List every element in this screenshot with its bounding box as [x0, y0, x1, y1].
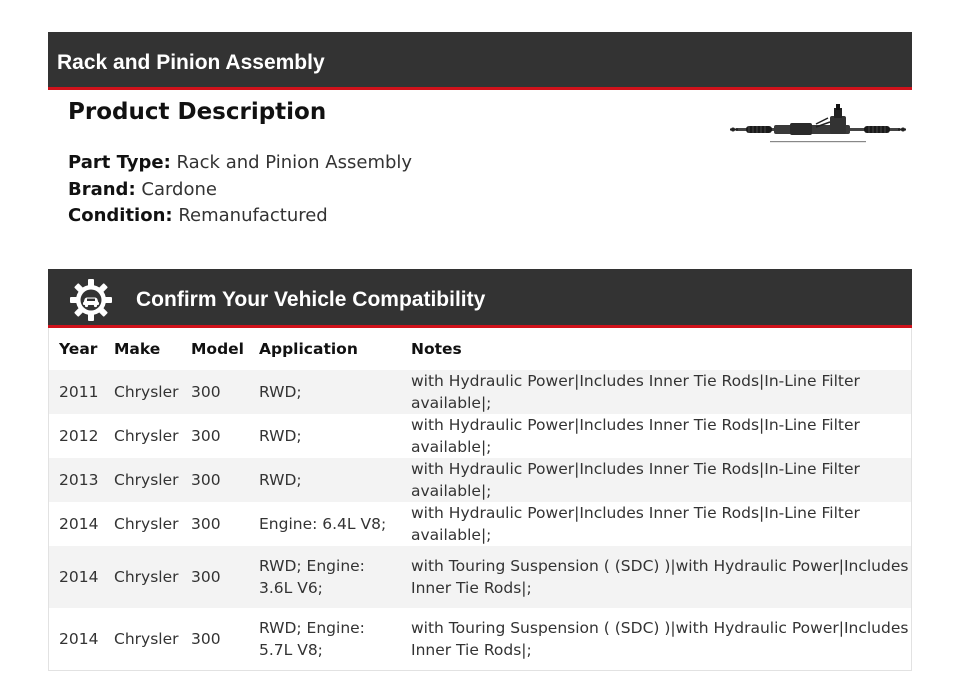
spec-label: Brand: — [68, 178, 136, 200]
cell-application: RWD; — [259, 427, 302, 445]
product-title-banner — [48, 32, 912, 90]
cell-model: 300 — [191, 471, 221, 489]
cell-model: 300 — [191, 630, 221, 648]
cell-year: 2012 — [59, 427, 99, 445]
compatibility-banner — [48, 269, 912, 328]
description-heading: Product Description — [68, 99, 327, 125]
compatibility-table — [48, 328, 912, 671]
spec-label: Part Type: — [68, 152, 171, 173]
cell-model: 300 — [191, 515, 221, 533]
spec-value: Cardone — [141, 178, 217, 200]
cell-year: 2014 — [59, 515, 99, 533]
table-row — [49, 414, 911, 458]
compatibility-title: Confirm Your Vehicle Compatibility — [136, 288, 486, 311]
rack-and-pinion-image — [730, 104, 906, 146]
cell-notes: with Hydraulic Power|Includes Inner Tie Rods|In-Line Filter available|; — [411, 416, 860, 456]
table-row — [49, 608, 911, 670]
cell-make: Chrysler — [114, 568, 179, 586]
cell-year: 2014 — [59, 568, 99, 586]
spec-list — [68, 150, 708, 230]
cell-application: RWD; — [259, 471, 302, 489]
cell-year: 2013 — [59, 471, 99, 489]
cell-make: Chrysler — [114, 427, 179, 445]
spec-value: Rack and Pinion Assembly — [176, 152, 413, 173]
cell-application: RWD; — [259, 383, 302, 401]
cell-model: 300 — [191, 427, 221, 445]
spec-value: Remanufactured — [178, 205, 328, 226]
cell-model: 300 — [191, 568, 221, 586]
cell-make: Chrysler — [114, 383, 179, 401]
spec-part-type — [68, 150, 708, 177]
table-row — [49, 458, 911, 502]
col-application: Application — [259, 340, 358, 358]
cell-make: Chrysler — [114, 515, 179, 533]
cell-model: 300 — [191, 383, 221, 401]
table-header-row — [49, 328, 911, 370]
cell-year: 2011 — [59, 383, 99, 401]
spec-label: Condition: — [68, 205, 173, 226]
table-row — [49, 370, 911, 414]
cell-make: Chrysler — [114, 630, 179, 648]
col-notes: Notes — [411, 340, 462, 358]
table-row — [49, 502, 911, 546]
cell-application: RWD; Engine: 5.7L V8; — [259, 619, 365, 659]
cell-year: 2014 — [59, 630, 99, 648]
cell-make: Chrysler — [114, 471, 179, 489]
cell-notes: with Hydraulic Power|Includes Inner Tie Rods|In-Line Filter available|; — [411, 372, 860, 412]
table-row — [49, 546, 911, 608]
cell-notes: with Hydraulic Power|Includes Inner Tie Rods|In-Line Filter available|; — [411, 460, 860, 500]
product-title: Rack and Pinion Assembly — [57, 51, 325, 74]
gear-car-icon — [69, 278, 113, 322]
cell-application: Engine: 6.4L V8; — [259, 515, 387, 533]
product-description — [68, 96, 708, 230]
cell-application: RWD; Engine: 3.6L V6; — [259, 557, 365, 597]
spec-condition — [68, 203, 708, 230]
col-model: Model — [191, 340, 244, 358]
col-year: Year — [59, 340, 98, 358]
cell-notes: with Touring Suspension ( (SDC) )|with Hydraulic Power|Includes Inner Tie Rods|; — [411, 557, 909, 597]
cell-notes: with Touring Suspension ( (SDC) )|with Hydraulic Power|Includes Inner Tie Rods|; — [411, 619, 909, 659]
cell-notes: with Hydraulic Power|Includes Inner Tie Rods|In-Line Filter available|; — [411, 504, 860, 544]
spec-brand — [68, 177, 708, 204]
col-make: Make — [114, 340, 161, 358]
